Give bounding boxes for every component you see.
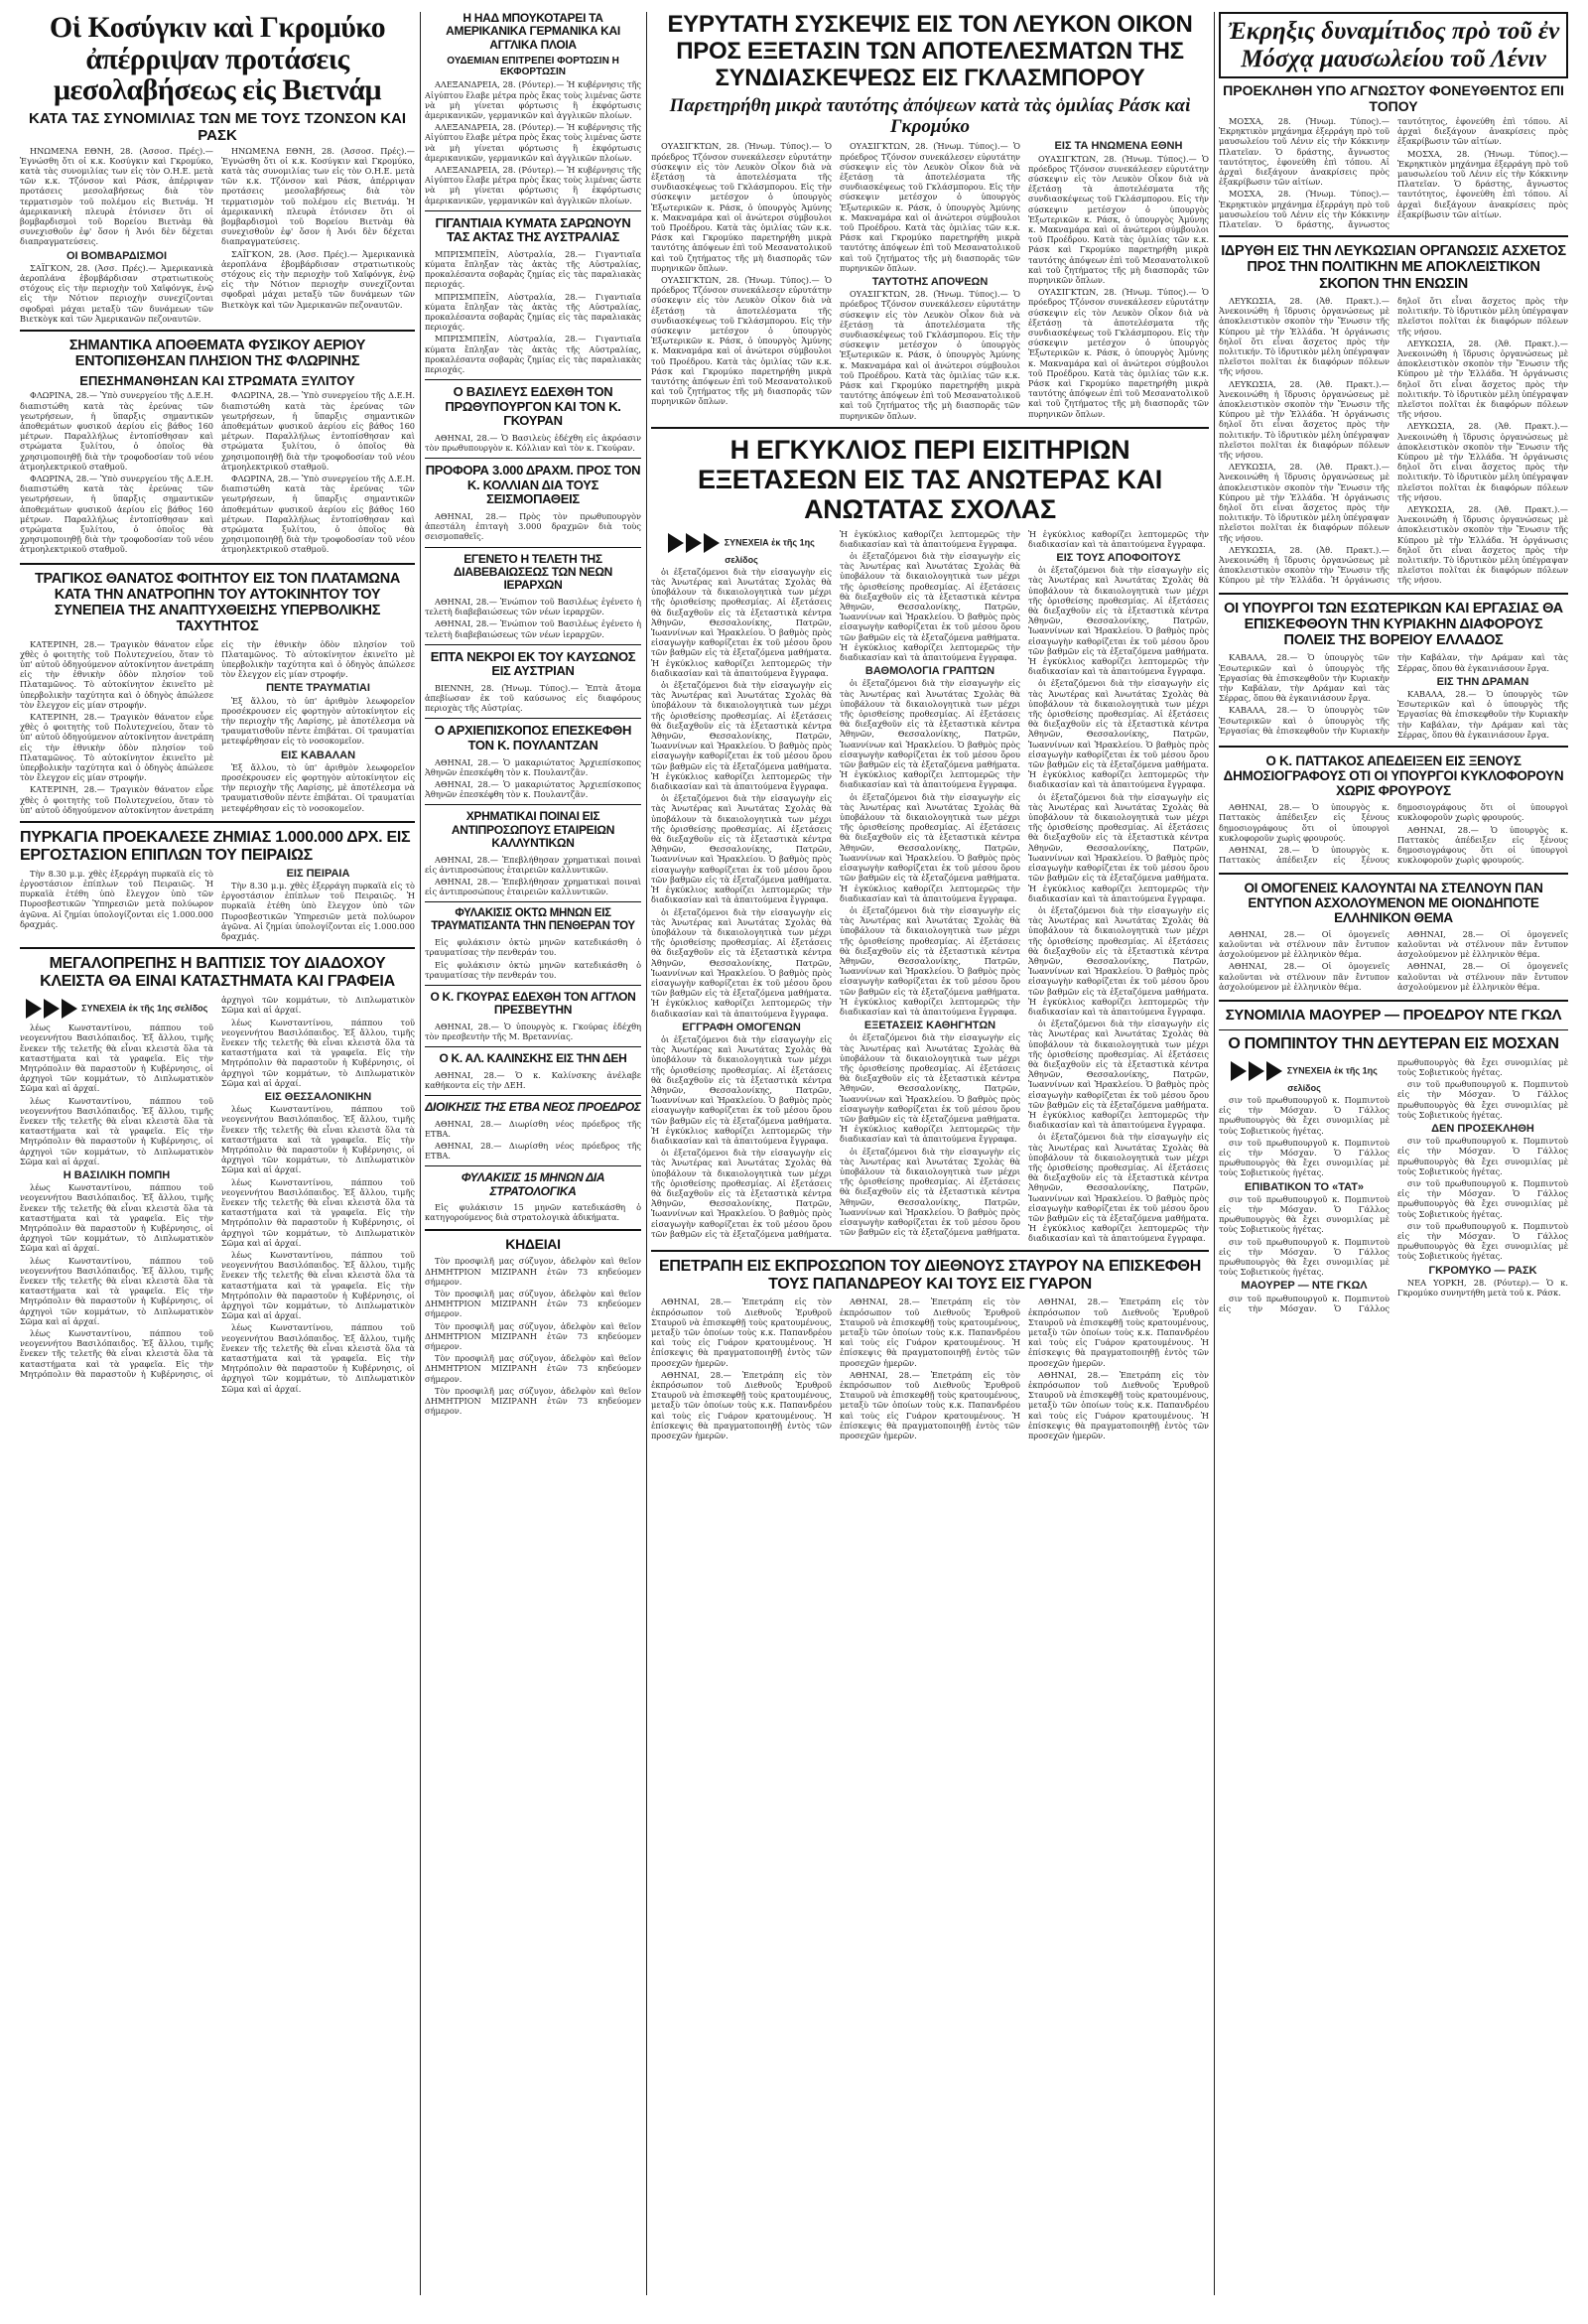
headline-white-house: ΕΥΡΥΤΑΤΗ ΣΥΣΚΕΨΙΣ ΕΙΣ ΤΟΝ ΛΕΥΚΟΝ ΟΙΚΟΝ ΠΡΟΣ ΕΞΕΤΑΣΙΝ ΤΩΝ ΑΠΟΤΕΛΕΣΜΑΤΩΝ ΤΗΣ ΣΥΝΔΙΑΣΚΕΨΕΩΣ ΕΙΣ ΓΚΛΑΣΜΠΟΡΟΥ xyxy=(667,12,1193,91)
headline-heatwave: ΕΠΤΑ ΝΕΚΡΟΙ ΕΚ ΤΟΥ ΚΑΥΣΩΝΟΣ ΕΙΣ ΑΥΣΤΡΙΑΝ xyxy=(430,648,636,679)
article-pattakos: ΑΘΗΝΑΙ, 28.— Ὁ ὑπουργὸς κ. Παττακὸς ἀπέδειξεν εἰς ξένους δημοσιογράφους ὅτι οἱ ὑπουργοὶ κυκλοφοροῦν χωρὶς φρουρούς. ΑΘΗΝΑΙ, 28.— Ὁ ὑπουργὸς κ. Παττακὸς ἀπέδειξεν εἰς ξένους δημοσιογράφους ὅτι οἱ ὑπουργοὶ κυκλοφοροῦν χωρὶς φρουρούς. ΑΘΗΝΑΙ, 28.— Ὁ ὑπουργὸς κ. Παττακὸς ἀπέδειξεν εἰς ξένους δημοσιογράφους ὅτι οἱ ὑπουργοὶ κυκλοφοροῦν χωρὶς φρουρούς. xyxy=(1219,802,1568,866)
article-archbishop: ΑΘΗΝΑΙ, 28.— Ὁ μακαριώτατος Ἀρχιεπίσκοπος Ἀθηνῶν ἐπεσκέφθη τὸν κ. Πουλαντζᾶν. ΑΘΗΝΑΙ, 28.— Ὁ μακαριώτατος Ἀρχιεπίσκοπος Ἀθηνῶν ἐπεσκέφθη τὸν κ. Πουλαντζᾶν. xyxy=(425,756,641,800)
headline-fire: ΠΥΡΚΑΓΙΑ ΠΡΟΕΚΑΛΕΣΕ ΖΗΜΙΑΣ 1.000.000 ΔΡΧ. ΕΙΣ ΕΡΓΟΣΤΑΣΙΟΝ ΕΠΙΠΛΩΝ ΤΟΥ ΠΕΙΡΑΙΩΣ xyxy=(20,829,411,864)
headline-archbishop: Ο ΑΡΧΙΕΠΙΣΚΟΠΟΣ ΕΠΕΣΚΕΦΘΗ ΤΟΝ Κ. ΠΟΥΛΑΝΤΖΑΝ xyxy=(434,723,632,752)
article-pompidou: ΣΥΝΕΧΕΙΑ ἐκ τῆς 1ης σελίδος σιν τοῦ πρωθυπουργοῦ κ. Πομπιντοὺ εἰς τὴν Μόσχαν. Ὁ Γάλλος πρωθυπουργὸς θὰ ἔχει συνομιλίας μὲ τοὺς Σοβιετικοὺς ἡγέτας. σιν τοῦ πρωθυπουργοῦ κ. Πομπιντοὺ εἰς τὴν Μόσχαν. Ὁ Γάλλος πρωθυπουργὸς θὰ ἔχει συνομιλίας μὲ τοὺς Σοβιετικοὺς ἡγέτας. ΕΠΙΒΑΤΙΚΟΝ ΤΟ «ΤΑΤ» σιν τοῦ πρωθυπουργοῦ κ. Πομπιντοὺ εἰς τὴν Μόσχαν. Ὁ Γάλλος πρωθυπουργὸς θὰ ἔχει συνομιλίας μὲ τοὺς Σοβιετικοὺς ἡγέτας. σιν τοῦ πρωθυπουργοῦ κ. Πομπιντοὺ εἰς τὴν Μόσχαν. Ὁ Γάλλος πρωθυπουργὸς θὰ ἔχει συνομιλίας μὲ τοὺς Σοβιετικοὺς ἡγέτας. ΜΑΟΥΡΕΡ — ΝΤΕ ΓΚΩΛ σιν τοῦ πρωθυπουργοῦ κ. Πομπιντοὺ εἰς τὴν Μόσχαν. Ὁ Γάλλος πρωθυπουργὸς θὰ ἔχει συνομιλίας μὲ τοὺς Σοβιετικοὺς ἡγέτας. σιν τοῦ πρωθυπουργοῦ κ. Πομπιντοὺ εἰς τὴν Μόσχαν. Ὁ Γάλλος πρωθυπουργὸς θὰ ἔχει συνομιλίας μὲ τοὺς Σοβιετικοὺς ἡγέτας. ΔΕΝ ΠΡΟΣΕΚΛΗΘΗ σιν τοῦ πρωθυπουργοῦ κ. Πομπιντοὺ εἰς τὴν Μόσχαν. Ὁ Γάλλος πρωθυπουργὸς θὰ ἔχει συνομιλίας μὲ τοὺς Σοβιετικοὺς ἡγέτας. σιν τοῦ πρωθυπουργοῦ κ. Πομπιντοὺ εἰς τὴν Μόσχαν. Ὁ Γάλλος πρωθυπουργὸς θὰ ἔχει συνομιλίας μὲ τοὺς Σοβιετικοὺς ἡγέτας. σιν τοῦ πρωθυπουργοῦ κ. Πομπιντοὺ εἰς τὴν Μόσχαν. Ὁ Γάλλος πρωθυπουργὸς θὰ ἔχει συνομιλίας μὲ τοὺς Σοβιετικοὺς ἡγέτας. ΓΚΡΟΜΥΚΟ — ΡΑΣΚ ΝΕΑ ΥΟΡΚΗ, 28. (Ρόυτερ).— Ὁ κ. Γκρομύκο συνηντήθη μετὰ τοῦ κ. Ράσκ. xyxy=(1219,1056,1568,1313)
headline-uar: Η ΗΑΔ ΜΠΟΥΚΟΤΑΡΕΙ ΤΑ ΑΜΕΡΙΚΑΝΙΚΑ ΓΕΡΜΑΝΙΚΑ ΚΑΙ ΑΓΓΛΙΚΑ ΠΛΟΙΑ xyxy=(446,12,620,52)
headline-gas: ΣΗΜΑΝΤΙΚΑ ΑΠΟΘΕΜΑΤΑ ΦΥΣΙΚΟΥ ΑΕΡΙΟΥ ΕΝΤΟΠΙΣΘΗΣΑΝ ΠΛΗΣΙΟΝ ΤΗΣ ΦΛΩΡΙΝΗΣ xyxy=(68,337,366,370)
headline-mausoleum: Ἐκρηξις δυναμίτιδος πρὸ τοῦ ἐν Μόσχᾳ μαυσωλείου τοῦ Λένιν xyxy=(1219,12,1568,78)
headline-prison8: ΦΥΛΑΚΙΣΙΣ ΟΚΤΩ ΜΗΝΩΝ ΕΙΣ ΤΡΑΥΜΑΤΙΣΑΝΤΑ ΤΗΝ ΠΕΝΘΕΡΑΝ ΤΟΥ xyxy=(431,907,635,933)
headline-waves: ΓΙΓΑΝΤΙΑΙΑ ΚΥΜΑΤΑ ΣΑΡΩΝΟΥΝ ΤΑΣ ΑΚΤΑΣ ΤΗΣ ΑΥΣΤΡΑΛΙΑΣ xyxy=(435,214,631,245)
column-divider xyxy=(420,12,421,2295)
headline-red-cross: ΕΠΕΤΡΑΠΗ ΕΙΣ ΕΚΠΡΟΣΩΠΟΝ ΤΟΥ ΔΙΕΘΝΟΥΣ ΣΤΑΥΡΟΥ ΝΑ ΕΠΙΣΚΕΦΘΗ ΤΟΥΣ ΠΑΠΑΝΔΡΕΟΥ ΚΑΙ ΤΟΥΣ ΕΙΣ ΓΥΑΡΟΝ xyxy=(659,1257,1201,1293)
article-gouras: ΑΘΗΝΑΙ, 28.— Ὁ ὑπουργὸς κ. Γκούρας ἐδέχθη τὸν πρεσβευτὴν τῆς Μ. Βρεταννίας. xyxy=(425,1021,641,1042)
column-2: Η ΗΑΔ ΜΠΟΥΚΟΤΑΡΕΙ ΤΑ ΑΜΕΡΙΚΑΝΙΚΑ ΓΕΡΜΑΝΙΚΑ ΚΑΙ ΑΓΓΛΙΚΑ ΠΛΟΙΑ ΟΥΔΕΜΙΑΝ ΕΠΙΤΡΕΠΕΙ ΦΟΡΤΩΣΙΝ Η ΕΚΦΟΡΤΩΣΙΝ ΑΛΕΞΑΝΔΡΕΙΑ, 28. (Ρόυτερ).— Ἡ κυβέρνησις τῆς Αἰγύπτου ἔλαβε μέτρα πρὸς ἔκας τοὺς λιμένας ὥστε νὰ μὴ γίνεται φόρτωσις ἢ ἐκφόρτωσις ἀμερικανικῶν, γερμανικῶν καὶ ἀγγλικῶν πλοίων. ΑΛΕΞΑΝΔΡΕΙΑ, 28. (Ρόυτερ).— Ἡ κυβέρνησις τῆς Αἰγύπτου ἔλαβε μέτρα πρὸς ἔκας τοὺς λιμένας ὥστε νὰ μὴ γίνεται φόρτωσις ἢ ἐκφόρτωσις ἀμερικανικῶν, γερμανικῶν καὶ ἀγγλικῶν πλοίων. ΑΛΕΞΑΝΔΡΕΙΑ, 28. (Ρόυτερ).— Ἡ κυβέρνησις τῆς Αἰγύπτου ἔλαβε μέτρα πρὸς ἔκας τοὺς λιμένας ὥστε νὰ μὴ γίνεται φόρτωσις ἢ ἐκφόρτωσις ἀμερικανικῶν, γερμανικῶν καὶ ἀγγλικῶν πλοίων. ΓΙΓΑΝΤΙΑΙΑ ΚΥΜΑΤΑ ΣΑΡΩΝΟΥΝ ΤΑΣ ΑΚΤΑΣ ΤΗΣ ΑΥΣΤΡΑΛΙΑΣ ΜΠΡΙΣΜΠΕΪΝ, Αὐστραλία, 28.— Γιγαντιαῖα κύματα ἔπληξαν τὰς ἀκτὰς τῆς Αὐστραλίας, προκαλέσαντα σοβαρὰς ζημίας εἰς τὰς παραλιακὰς περιοχάς. ΜΠΡΙΣΜΠΕΪΝ, Αὐστραλία, 28.— Γιγαντιαῖα κύματα ἔπληξαν τὰς ἀκτὰς τῆς Αὐστραλίας, προκαλέσαντα σοβαρὰς ζημίας εἰς τὰς παραλιακὰς περιοχάς. ΜΠΡΙΣΜΠΕΪΝ, Αὐστραλία, 28.— Γιγαντιαῖα κύματα ἔπληξαν τὰς ἀκτὰς τῆς Αὐστραλίας, προκαλέσαντα σοβαρὰς ζημίας εἰς τὰς παραλιακὰς περιοχάς. Ο ΒΑΣΙΛΕΥΣ ΕΔΕΧΘΗ ΤΟΝ ΠΡΩΘΥΠΟΥΡΓΟΝ ΚΑΙ ΤΟΝ Κ. ΓΚΟΥΡΑΝ ΑΘΗΝΑΙ, 28.— Ὁ Βασιλεὺς ἐδέχθη εἰς ἀκρόασιν τὸν πρωθυπουργὸν κ. Κόλλιαν καὶ τὸν κ. Γκούραν. ΠΡΟΦΟΡΑ 3.000 ΔΡΑΧΜ. ΠΡΟΣ ΤΟΝ Κ. ΚΟΛΛΙΑΝ ΔΙΑ ΤΟΥΣ ΣΕΙΣΜΟΠΑΘΕΙΣ ΑΘΗΝΑΙ, 28.— Πρὸς τὸν πρωθυπουργὸν ἀπεστάλη ἐπιταγὴ 3.000 δραχμῶν διὰ τοὺς σεισμοπαθεῖς. ΕΓΕΝΕΤΟ Η ΤΕΛΕΤΗ ΤΗΣ ΔΙΑΒΕΒΑΙΩΣΕΩΣ ΤΩΝ ΝΕΩΝ ΙΕΡΑΡΧΩΝ ΑΘΗΝΑΙ, 28.— Ἐνώπιον τοῦ Βασιλέως ἐγένετο ἡ τελετὴ διαβεβαιώσεως τῶν νέων ἱεραρχῶν. ΑΘΗΝΑΙ, 28.— Ἐνώπιον τοῦ Βασιλέως ἐγένετο ἡ τελετὴ διαβεβαιώσεως τῶν νέων ἱεραρχῶν. ΕΠΤΑ ΝΕΚΡΟΙ ΕΚ ΤΟΥ ΚΑΥΣΩΝΟΣ ΕΙΣ ΑΥΣΤΡΙΑΝ ΒΙΕΝΝΗ, 28. (Ἡνωμ. Τύπος).— Ἑπτὰ ἄτομα ἀπεβίωσαν ἐκ τοῦ καύσωνος εἰς διαφόρους περιοχὰς τῆς Αὐστρίας. Ο ΑΡΧΙΕΠΙΣΚΟΠΟΣ ΕΠΕΣΚΕΦΘΗ ΤΟΝ Κ. ΠΟΥΛΑΝΤΖΑΝ ΑΘΗΝΑΙ, 28.— Ὁ μακαριώτατος Ἀρχιεπίσκοπος Ἀθηνῶν ἐπεσκέφθη τὸν κ. Πουλαντζᾶν. ΑΘΗΝΑΙ, 28.— Ὁ μακαριώτατος Ἀρχιεπίσκοπος Ἀθηνῶν ἐπεσκέφθη τὸν κ. Πουλαντζᾶν. ΧΡΗΜΑΤΙΚΑΙ ΠΟΙΝΑΙ ΕΙΣ ΑΝΤΙΠΡΟΣΩΠΟΥΣ ΕΤΑΙΡΕΙΩΝ ΚΑΛΛΥΝΤΙΚΩΝ ΑΘΗΝΑΙ, 28.— Ἐπεβλήθησαν χρηματικαὶ ποιναὶ εἰς ἀντιπροσώπους ἑταιρειῶν καλλυντικῶν. ΑΘΗΝΑΙ, 28.— Ἐπεβλήθησαν χρηματικαὶ ποιναὶ εἰς ἀντιπροσώπους ἑταιρειῶν καλλυντικῶν. ΦΥΛΑΚΙΣΙΣ ΟΚΤΩ ΜΗΝΩΝ ΕΙΣ ΤΡΑΥΜΑΤΙΣΑΝΤΑ ΤΗΝ ΠΕΝΘΕΡΑΝ ΤΟΥ Εἰς φυλάκισιν ὀκτὼ μηνῶν κατεδικάσθη ὁ τραυματίσας τὴν πενθεράν του. Εἰς φυλάκισιν ὀκτὼ μηνῶν κατεδικάσθη ὁ τραυματίσας τὴν πενθεράν του. Ο Κ. ΓΚΟΥΡΑΣ ΕΔΕΧΘΗ ΤΟΝ ΑΓΓΛΟΝ ΠΡΕΣΒΕΥΤΗΝ ΑΘΗΝΑΙ, 28.— Ὁ ὑπουργὸς κ. Γκούρας ἐδέχθη τὸν πρεσβευτὴν τῆς Μ. Βρεταννίας. Ο Κ. ΑΛ. ΚΑΛΙΝΣΚΗΣ ΕΙΣ ΤΗΝ ΔΕΗ ΑΘΗΝΑΙ, 28.— Ὁ κ. Καλίνσκης ἀνέλαβε καθήκοντα εἰς τὴν ΔΕΗ. ΔΙΟΙΚΗΣΙΣ ΤΗΣ ΕΤΒΑ ΝΕΟΣ ΠΡΟΕΔΡΟΣ ΑΘΗΝΑΙ, 28.— Διωρίσθη νέος πρόεδρος τῆς ΕΤΒΑ. ΑΘΗΝΑΙ, 28.— Διωρίσθη νέος πρόεδρος τῆς ΕΤΒΑ. ΦΥΛΑΚΙΣΙΣ 15 ΜΗΝΩΝ ΔΙΑ ΣΤΡΑΤΟΛΟΓΙΚΑ Εἰς φυλάκισιν 15 μηνῶν κατεδικάσθη ὁ κατηγορούμενος διὰ στρατολογικὰ ἀδικήματα. ΚΗΔΕΙΑΙ Τὸν προσφιλῆ μας σύζυγον, ἀδελφὸν καὶ θεῖον ΔΗΜΗΤΡΙΟΝ ΜΙΖΙΡΑΝΗ ἐτῶν 73 κηδεύομεν σήμερον. Τὸν προσφιλῆ μας σύζυγον, ἀδελφὸν καὶ θεῖον ΔΗΜΗΤΡΙΟΝ ΜΙΖΙΡΑΝΗ ἐτῶν 73 κηδεύομεν σήμερον. Τὸν προσφιλῆ μας σύζυγον, ἀδελφὸν καὶ θεῖον ΔΗΜΗΤΡΙΟΝ ΜΙΖΙΡΑΝΗ ἐτῶν 73 κηδεύομεν σήμερον. Τὸν προσφιλῆ μας σύζυγον, ἀδελφὸν καὶ θεῖον ΔΗΜΗΤΡΙΟΝ ΜΙΖΙΡΑΝΗ ἐτῶν 73 κηδεύομεν σήμερον. Τὸν προσφιλῆ μας σύζυγον, ἀδελφὸν καὶ θεῖον ΔΗΜΗΤΡΙΟΝ ΜΙΖΙΡΑΝΗ ἐτῶν 73 κηδεύομεν σήμερον. xyxy=(425,12,641,1417)
article-nicosia: ΛΕΥΚΩΣΙΑ, 28. (Ἀθ. Πρακτ.).— Ἀνεκοινώθη ἡ ἵδρυσις ὀργανώσεως μὲ ἀποκλειστικὸν σκοπὸν τὴν Ἕνωσιν τῆς Κύπρου μὲ τὴν Ἑλλάδα. Ἡ ὀργάνωσις δηλοῖ ὅτι εἶναι ἄσχετος πρὸς τὴν πολιτικήν. Τὸ ἱδρυτικὸν μέλη ὑπέγραψαν πλεῖστοι πολῖται ἐκ διαφόρων πόλεων τῆς νήσου. ΛΕΥΚΩΣΙΑ, 28. (Ἀθ. Πρακτ.).— Ἀνεκοινώθη ἡ ἵδρυσις ὀργανώσεως μὲ ἀποκλειστικὸν σκοπὸν τὴν Ἕνωσιν τῆς Κύπρου μὲ τὴν Ἑλλάδα. Ἡ ὀργάνωσις δηλοῖ ὅτι εἶναι ἄσχετος πρὸς τὴν πολιτικήν. Τὸ ἱδρυτικὸν μέλη ὑπέγραψαν πλεῖστοι πολῖται ἐκ διαφόρων πόλεων τῆς νήσου. ΛΕΥΚΩΣΙΑ, 28. (Ἀθ. Πρακτ.).— Ἀνεκοινώθη ἡ ἵδρυσις ὀργανώσεως μὲ ἀποκλειστικὸν σκοπὸν τὴν Ἕνωσιν τῆς Κύπρου μὲ τὴν Ἑλλάδα. Ἡ ὀργάνωσις δηλοῖ ὅτι εἶναι ἄσχετος πρὸς τὴν πολιτικήν. Τὸ ἱδρυτικὸν μέλη ὑπέγραψαν πλεῖστοι πολῖται ἐκ διαφόρων πόλεων τῆς νήσου. ΛΕΥΚΩΣΙΑ, 28. (Ἀθ. Πρακτ.).— Ἀνεκοινώθη ἡ ἵδρυσις ὀργανώσεως μὲ ἀποκλειστικὸν σκοπὸν τὴν Ἕνωσιν τῆς Κύπρου μὲ τὴν Ἑλλάδα. Ἡ ὀργάνωσις δηλοῖ ὅτι εἶναι ἄσχετος πρὸς τὴν πολιτικήν. Τὸ ἱδρυτικὸν μέλη ὑπέγραψαν πλεῖστοι πολῖται ἐκ διαφόρων πόλεων τῆς νήσου. ΛΕΥΚΩΣΙΑ, 28. (Ἀθ. Πρακτ.).— Ἀνεκοινώθη ἡ ἵδρυσις ὀργανώσεως μὲ ἀποκλειστικὸν σκοπὸν τὴν Ἕνωσιν τῆς Κύπρου μὲ τὴν Ἑλλάδα. Ἡ ὀργάνωσις δηλοῖ ὅτι εἶναι ἄσχετος πρὸς τὴν πολιτικήν. Τὸ ἱδρυτικὸν μέλη ὑπέγραψαν πλεῖστοι πολῖται ἐκ διαφόρων πόλεων τῆς νήσου. ΛΕΥΚΩΣΙΑ, 28. (Ἀθ. Πρακτ.).— Ἀνεκοινώθη ἡ ἵδρυσις ὀργανώσεως μὲ ἀποκλειστικὸν σκοπὸν τὴν Ἕνωσιν τῆς Κύπρου μὲ τὴν Ἑλλάδα. Ἡ ὀργάνωσις δηλοῖ ὅτι εἶναι ἄσχετος πρὸς τὴν πολιτικήν. Τὸ ἱδρυτικὸν μέλη ὑπέγραψαν πλεῖστοι πολῖται ἐκ διαφόρων πόλεων τῆς νήσου. ΛΕΥΚΩΣΙΑ, 28. (Ἀθ. Πρακτ.).— Ἀνεκοινώθη ἡ ἵδρυσις ὀργανώσεως μὲ ἀποκλειστικὸν σκοπὸν τὴν Ἕνωσιν τῆς Κύπρου μὲ τὴν Ἑλλάδα. Ἡ ὀργάνωσις δηλοῖ ὅτι εἶναι ἄσχετος πρὸς τὴν πολιτικήν. Τὸ ἱδρυτικὸν μέλη ὑπέγραψαν πλεῖστοι πολῖται ἐκ διαφόρων πόλεων τῆς νήσου. xyxy=(1219,295,1568,586)
subhead-mausoleum: ΠΡΟΕΚΛΗΘΗ ΥΠΟ ΑΓΝΩΣΤΟΥ ΦΟΝΕΥΘΕΝΤΟΣ ΕΠΙ ΤΟΠΟΥ xyxy=(1223,82,1564,114)
article-gas: ΦΛΩΡΙΝΑ, 28.— Ὑπὸ συνεργείου τῆς Δ.Ε.Η. διαπιστώθη κατὰ τὰς ἐρεύνας τῶν γεωτρήσεων, ἡ ὕπαρξις σημαντικῶν ἀποθεμάτων φυσικοῦ ἀερίου εἰς βάθος 160 μέτρων. Παραλλήλως ἐντοπίσθησαν καὶ στρώματα ξυλίτου, ὁ ὁποῖος θὰ χρησιμοποιηθῇ διὰ τὴν τροφοδοσίαν τοῦ νέου ἀτμοηλεκτρικοῦ σταθμοῦ. ΦΛΩΡΙΝΑ, 28.— Ὑπὸ συνεργείου τῆς Δ.Ε.Η. διαπιστώθη κατὰ τὰς ἐρεύνας τῶν γεωτρήσεων, ἡ ὕπαρξις σημαντικῶν ἀποθεμάτων φυσικοῦ ἀερίου εἰς βάθος 160 μέτρων. Παραλλήλως ἐντοπίσθησαν καὶ στρώματα ξυλίτου, ὁ ὁποῖος θὰ χρησιμοποιηθῇ διὰ τὴν τροφοδοσίαν τοῦ νέου ἀτμοηλεκτρικοῦ σταθμοῦ. ΦΛΩΡΙΝΑ, 28.— Ὑπὸ συνεργείου τῆς Δ.Ε.Η. διαπιστώθη κατὰ τὰς ἐρεύνας τῶν γεωτρήσεων, ἡ ὕπαρξις σημαντικῶν ἀποθεμάτων φυσικοῦ ἀερίου εἰς βάθος 160 μέτρων. Παραλλήλως ἐντοπίσθησαν καὶ στρώματα ξυλίτου, ὁ ὁποῖος θὰ χρησιμοποιηθῇ διὰ τὴν τροφοδοσίαν τοῦ νέου ἀτμοηλεκτρικοῦ σταθμοῦ. ΦΛΩΡΙΝΑ, 28.— Ὑπὸ συνεργείου τῆς Δ.Ε.Η. διαπιστώθη κατὰ τὰς ἐρεύνας τῶν γεωτρήσεων, ἡ ὕπαρξις σημαντικῶν ἀποθεμάτων φυσικοῦ ἀερίου εἰς βάθος 160 μέτρων. Παραλλήλως ἐντοπίσθησαν καὶ στρώματα ξυλίτου, ὁ ὁποῖος θὰ χρησιμοποιηθῇ διὰ τὴν τροφοδοσίαν τοῦ νέου ἀτμοηλεκτρικοῦ σταθμοῦ. xyxy=(20,390,415,555)
headline-pompidou: Ο ΠΟΜΠΙΝΤΟΥ ΤΗΝ ΔΕΥΤΕΡΑΝ ΕΙΣ ΜΟΣΧΑΝ xyxy=(1228,1034,1559,1052)
article-donation: ΑΘΗΝΑΙ, 28.— Πρὸς τὸν πρωθυπουργὸν ἀπεστάλη ἐπιταγὴ 3.000 δραχμῶν διὰ τοὺς σεισμοπαθεῖς. xyxy=(425,510,641,542)
headline-fines: ΧΡΗΜΑΤΙΚΑΙ ΠΟΙΝΑΙ ΕΙΣ ΑΝΤΙΠΡΟΣΩΠΟΥΣ ΕΤΑΙΡΕΙΩΝ ΚΑΛΛΥΝΤΙΚΩΝ xyxy=(451,809,615,851)
article-prison15: Εἰς φυλάκισιν 15 μηνῶν κατεδικάσθη ὁ κατηγορούμενος διὰ στρατολογικὰ ἀδικήματα. xyxy=(425,1202,641,1223)
continued-arrows-icon xyxy=(26,997,79,1021)
article-kosygin: ΗΝΩΜΕΝΑ ΕΘΝΗ, 28. (Ἀσσοσ. Πρές).— Ἐγνώσθη ὅτι οἱ κ.κ. Κοσύγκιν καὶ Γκρομύκο, κατὰ τὰς συνομιλίας των εἰς τὸν Ο.Η.Ε. μετὰ τῶν κ.κ. Τζόνσον καὶ Ράσκ, ἀπέρριψαν προτάσεις μεσολαβήσεως διὰ τὸν τερματισμὸν τοῦ πολέμου εἰς Βιετνάμ. Ἡ ἀμερικανικὴ πλευρὰ ἐτόνισεν ὅτι οἱ βομβαρδισμοὶ τοῦ Βορείου Βιετνὰμ θὰ συνεχισθοῦν ἐφ' ὅσον ἡ Ἀνόι δὲν δέχεται διαπραγματεύσεις. ΟΙ ΒΟΜΒΑΡΔΙΣΜΟΙ ΣΑΪΓΚΟΝ, 28. (Ἀσσ. Πρές).— Ἀμερικανικὰ ἀεροπλάνα ἐβομβάρδισαν στρατιωτικοὺς στόχους εἰς τὴν περιοχὴν τοῦ Χαϊφόνγκ, ἐνῷ εἰς τὴν Νότιον περιοχὴν συνεχίζονται σφοδραὶ μάχαι μεταξὺ τῶν δυνάμεων τῶν Βιετκὸγκ καὶ τῶν Ἀμερικανῶν πεζοναυτῶν. ΗΝΩΜΕΝΑ ΕΘΝΗ, 28. (Ἀσσοσ. Πρές).— Ἐγνώσθη ὅτι οἱ κ.κ. Κοσύγκιν καὶ Γκρομύκο, κατὰ τὰς συνομιλίας των εἰς τὸν Ο.Η.Ε. μετὰ τῶν κ.κ. Τζόνσον καὶ Ράσκ, ἀπέρριψαν προτάσεις μεσολαβήσεως διὰ τὸν τερματισμὸν τοῦ πολέμου εἰς Βιετνάμ. Ἡ ἀμερικανικὴ πλευρὰ ἐτόνισεν ὅτι οἱ βομβαρδισμοὶ τοῦ Βορείου Βιετνὰμ θὰ συνεχισθοῦν ἐφ' ὅσον ἡ Ἀνόι δὲν δέχεται διαπραγματεύσεις. ΣΑΪΓΚΟΝ, 28. (Ἀσσ. Πρές).— Ἀμερικανικὰ ἀεροπλάνα ἐβομβάρδισαν στρατιωτικοὺς στόχους εἰς τὴν περιοχὴν τοῦ Χαϊφόνγκ, ἐνῷ εἰς τὴν Νότιον περιοχὴν συνεχίζονται σφοδραὶ μάχαι μεταξὺ τῶν δυνάμεων τῶν Βιετκὸγκ καὶ τῶν Ἀμερικανῶν πεζοναυτῶν. xyxy=(20,145,415,324)
headline-baptism: ΜΕΓΑΛΟΠΡΕΠΗΣ Η ΒΑΠΤΙΣΙΣ ΤΟΥ ΔΙΑΔΟΧΟΥ ΚΛΕΙΣΤΑ ΘΑ ΕΙΝΑΙ ΚΑΤΑΣΤΗΜΑΤΑ ΚΑΙ ΓΡΑΦΕΙΑ xyxy=(40,955,395,991)
headline-diaspora: ΟΙ ΟΜΟΓΕΝΕΙΣ ΚΑΛΟΥΝΤΑΙ ΝΑ ΣΤΕΛΝΟΥΝ ΠΑΝ ΕΝΤΥΠΟΝ ΑΣΧΟΛΟΥΜΕΝΟΝ ΜΕ ΟΙΟΝΔΗΠΟΤΕ ΕΛΛΗΝΙΚΟΝ ΘΕΜΑ xyxy=(1244,880,1543,925)
article-exams: ΣΥΝΕΧΕΙΑ ἐκ τῆς 1ης σελίδος ὁι ἐξεταζόμενοι διὰ τὴν εἰσαγωγὴν εἰς τὰς Ἀνωτέρας καὶ Ἀνωτάτας Σχολὰς θὰ ὑποβάλουν τὰ δικαιολογητικὰ των μέχρι τῆς ὁρισθείσης προθεσμίας. Αἱ ἐξετάσεις θὰ διεξαχθοῦν εἰς τὰ ἐξεταστικὰ κέντρα Ἀθηνῶν, Θεσσαλονίκης, Πατρῶν, Ἰωαννίνων καὶ Ἡρακλείου. Ὁ βαθμὸς πρὸς εἰσαγωγὴν καθορίζεται ἐκ τοῦ μέσου ὅρου τῶν βαθμῶν εἰς τὰ ἐξεταζόμενα μαθήματα. Ἡ ἐγκύκλιος καθορίζει λεπτομερῶς τὴν διαδικασίαν καὶ τὰ ἀπαιτούμενα ἔγγραφα. ὁι ἐξεταζόμενοι διὰ τὴν εἰσαγωγὴν εἰς τὰς Ἀνωτέρας καὶ Ἀνωτάτας Σχολὰς θὰ ὑποβάλουν τὰ δικαιολογητικὰ των μέχρι τῆς ὁρισθείσης προθεσμίας. Αἱ ἐξετάσεις θὰ διεξαχθοῦν εἰς τὰ ἐξεταστικὰ κέντρα Ἀθηνῶν, Θεσσαλονίκης, Πατρῶν, Ἰωαννίνων καὶ Ἡρακλείου. Ὁ βαθμὸς πρὸς εἰσαγωγὴν καθορίζεται ἐκ τοῦ μέσου ὅρου τῶν βαθμῶν εἰς τὰ ἐξεταζόμενα μαθήματα. Ἡ ἐγκύκλιος καθορίζει λεπτομερῶς τὴν διαδικασίαν καὶ τὰ ἀπαιτούμενα ἔγγραφα. ὁι ἐξεταζόμενοι διὰ τὴν εἰσαγωγὴν εἰς τὰς Ἀνωτέρας καὶ Ἀνωτάτας Σχολὰς θὰ ὑποβάλουν τὰ δικαιολογητικὰ των μέχρι τῆς ὁρισθείσης προθεσμίας. Αἱ ἐξετάσεις θὰ διεξαχθοῦν εἰς τὰ ἐξεταστικὰ κέντρα Ἀθηνῶν, Θεσσαλονίκης, Πατρῶν, Ἰωαννίνων καὶ Ἡρακλείου. Ὁ βαθμὸς πρὸς εἰσαγωγὴν καθορίζεται ἐκ τοῦ μέσου ὅρου τῶν βαθμῶν εἰς τὰ ἐξεταζόμενα μαθήματα. Ἡ ἐγκύκλιος καθορίζει λεπτομερῶς τὴν διαδικασίαν καὶ τὰ ἀπαιτούμενα ἔγγραφα. ὁι ἐξεταζόμενοι διὰ τὴν εἰσαγωγὴν εἰς τὰς Ἀνωτέρας καὶ Ἀνωτάτας Σχολὰς θὰ ὑποβάλουν τὰ δικαιολογητικὰ των μέχρι τῆς ὁρισθείσης προθεσμίας. Αἱ ἐξετάσεις θὰ διεξαχθοῦν εἰς τὰ ἐξεταστικὰ κέντρα Ἀθηνῶν, Θεσσαλονίκης, Πατρῶν, Ἰωαννίνων καὶ Ἡρακλείου. Ὁ βαθμὸς πρὸς εἰσαγωγὴν καθορίζεται ἐκ τοῦ μέσου ὅρου τῶν βαθμῶν εἰς τὰ ἐξεταζόμενα μαθήματα. Ἡ ἐγκύκλιος καθορίζει λεπτομερῶς τὴν διαδικασίαν καὶ τὰ ἀπαιτούμενα ἔγγραφα. ΕΓΓΡΑΦΗ ΟΜΟΓΕΝΩΝ ὁι ἐξεταζόμενοι διὰ τὴν εἰσαγωγὴν εἰς τὰς Ἀνωτέρας καὶ Ἀνωτάτας Σχολὰς θὰ ὑποβάλουν τὰ δικαιολογητικὰ των μέχρι τῆς ὁρισθείσης προθεσμίας. Αἱ ἐξετάσεις θὰ διεξαχθοῦν εἰς τὰ ἐξεταστικὰ κέντρα Ἀθηνῶν, Θεσσαλονίκης, Πατρῶν, Ἰωαννίνων καὶ Ἡρακλείου. Ὁ βαθμὸς πρὸς εἰσαγωγὴν καθορίζεται ἐκ τοῦ μέσου ὅρου τῶν βαθμῶν εἰς τὰ ἐξεταζόμενα μαθήματα. Ἡ ἐγκύκλιος καθορίζει λεπτομερῶς τὴν διαδικασίαν καὶ τὰ ἀπαιτούμενα ἔγγραφα. ὁι ἐξεταζόμενοι διὰ τὴν εἰσαγωγὴν εἰς τὰς Ἀνωτέρας καὶ Ἀνωτάτας Σχολὰς θὰ ὑποβάλουν τὰ δικαιολογητικὰ των μέχρι τῆς ὁρισθείσης προθεσμίας. Αἱ ἐξετάσεις θὰ διεξαχθοῦν εἰς τὰ ἐξεταστικὰ κέντρα Ἀθηνῶν, Θεσσαλονίκης, Πατρῶν, Ἰωαννίνων καὶ Ἡρακλείου. Ὁ βαθμὸς πρὸς εἰσαγωγὴν καθορίζεται ἐκ τοῦ μέσου ὅρου τῶν βαθμῶν εἰς τὰ ἐξεταζόμενα μαθήματα. Ἡ ἐγκύκλιος καθορίζει λεπτομερῶς τὴν διαδικασίαν καὶ τὰ ἀπαιτούμενα ἔγγραφα. ὁι ἐξεταζόμενοι διὰ τὴν εἰσαγωγὴν εἰς τὰς Ἀνωτέρας καὶ Ἀνωτάτας Σχολὰς θὰ ὑποβάλουν τὰ δικαιολογητικὰ των μέχρι τῆς ὁρισθείσης προθεσμίας. Αἱ ἐξετάσεις θὰ διεξαχθοῦν εἰς τὰ ἐξεταστικὰ κέντρα Ἀθηνῶν, Θεσσαλονίκης, Πατρῶν, Ἰωαννίνων καὶ Ἡρακλείου. Ὁ βαθμὸς πρὸς εἰσαγωγὴν καθορίζεται ἐκ τοῦ μέσου ὅρου τῶν βαθμῶν εἰς τὰ ἐξεταζόμενα μαθήματα. Ἡ ἐγκύκλιος καθορίζει λεπτομερῶς τὴν διαδικασίαν καὶ τὰ ἀπαιτούμενα ἔγγραφα. ΒΑΘΜΟΛΟΓΙΑ ΓΡΑΠΤΩΝ ὁι ἐξεταζόμενοι διὰ τὴν εἰσαγωγὴν εἰς τὰς Ἀνωτέρας καὶ Ἀνωτάτας Σχολὰς θὰ ὑποβάλουν τὰ δικαιολογητικὰ των μέχρι τῆς ὁρισθείσης προθεσμίας. Αἱ ἐξετάσεις θὰ διεξαχθοῦν εἰς τὰ ἐξεταστικὰ κέντρα Ἀθηνῶν, Θεσσαλονίκης, Πατρῶν, Ἰωαννίνων καὶ Ἡρακλείου. Ὁ βαθμὸς πρὸς εἰσαγωγὴν καθορίζεται ἐκ τοῦ μέσου ὅρου τῶν βαθμῶν εἰς τὰ ἐξεταζόμενα μαθήματα. Ἡ ἐγκύκλιος καθορίζει λεπτομερῶς τὴν διαδικασίαν καὶ τὰ ἀπαιτούμενα ἔγγραφα. ὁι ἐξεταζόμενοι διὰ τὴν εἰσαγωγὴν εἰς τὰς Ἀνωτέρας καὶ Ἀνωτάτας Σχολὰς θὰ ὑποβάλουν τὰ δικαιολογητικὰ των μέχρι τῆς ὁρισθείσης προθεσμίας. Αἱ ἐξετάσεις θὰ διεξαχθοῦν εἰς τὰ ἐξεταστικὰ κέντρα Ἀθηνῶν, Θεσσαλονίκης, Πατρῶν, Ἰωαννίνων καὶ Ἡρακλείου. Ὁ βαθμὸς πρὸς εἰσαγωγὴν καθορίζεται ἐκ τοῦ μέσου ὅρου τῶν βαθμῶν εἰς τὰ ἐξεταζόμενα μαθήματα. Ἡ ἐγκύκλιος καθορίζει λεπτομερῶς τὴν διαδικασίαν καὶ τὰ ἀπαιτούμενα ἔγγραφα. ὁι ἐξεταζόμενοι διὰ τὴν εἰσαγωγὴν εἰς τὰς Ἀνωτέρας καὶ Ἀνωτάτας Σχολὰς θὰ ὑποβάλουν τὰ δικαιολογητικὰ των μέχρι τῆς ὁρισθείσης προθεσμίας. Αἱ ἐξετάσεις θὰ διεξαχθοῦν εἰς τὰ ἐξεταστικὰ κέντρα Ἀθηνῶν, Θεσσαλονίκης, Πατρῶν, Ἰωαννίνων καὶ Ἡρακλείου. Ὁ βαθμὸς πρὸς εἰσαγωγὴν καθορίζεται ἐκ τοῦ μέσου ὅρου τῶν βαθμῶν εἰς τὰ ἐξεταζόμενα μαθήματα. Ἡ ἐγκύκλιος καθορίζει λεπτομερῶς τὴν διαδικασίαν καὶ τὰ ἀπαιτούμενα ἔγγραφα. ΕΞΕΤΑΣΕΙΣ ΚΑΘΗΓΗΤΩΝ ὁι ἐξεταζόμενοι διὰ τὴν εἰσαγωγὴν εἰς τὰς Ἀνωτέρας καὶ Ἀνωτάτας Σχολὰς θὰ ὑποβάλουν τὰ δικαιολογητικὰ των μέχρι τῆς ὁρισθείσης προθεσμίας. Αἱ ἐξετάσεις θὰ διεξαχθοῦν εἰς τὰ ἐξεταστικὰ κέντρα Ἀθηνῶν, Θεσσαλονίκης, Πατρῶν, Ἰωαννίνων καὶ Ἡρακλείου. Ὁ βαθμὸς πρὸς εἰσαγωγὴν καθορίζεται ἐκ τοῦ μέσου ὅρου τῶν βαθμῶν εἰς τὰ ἐξεταζόμενα μαθήματα. Ἡ ἐγκύκλιος καθορίζει λεπτομερῶς τὴν διαδικασίαν καὶ τὰ ἀπαιτούμενα ἔγγραφα. ὁι ἐξεταζόμενοι διὰ τὴν εἰσαγωγὴν εἰς τὰς Ἀνωτέρας καὶ Ἀνωτάτας Σχολὰς θὰ ὑποβάλουν τὰ δικαιολογητικὰ των μέχρι τῆς ὁρισθείσης προθεσμίας. Αἱ ἐξετάσεις θὰ διεξαχθοῦν εἰς τὰ ἐξεταστικὰ κέντρα Ἀθηνῶν, Θεσσαλονίκης, Πατρῶν, Ἰωαννίνων καὶ Ἡρακλείου. Ὁ βαθμὸς πρὸς εἰσαγωγὴν καθορίζεται ἐκ τοῦ μέσου ὅρου τῶν βαθμῶν εἰς τὰ ἐξεταζόμενα μαθήματα. Ἡ ἐγκύκλιος καθορίζει λεπτομερῶς τὴν διαδικασίαν καὶ τὰ ἀπαιτούμενα ἔγγραφα. ΕΙΣ ΤΟΥΣ ΑΠΟΦΟΙΤΟΥΣ ὁι ἐξεταζόμενοι διὰ τὴν εἰσαγωγὴν εἰς τὰς Ἀνωτέρας καὶ Ἀνωτάτας Σχολὰς θὰ ὑποβάλουν τὰ δικαιολογητικὰ των μέχρι τῆς ὁρισθείσης προθεσμίας. Αἱ ἐξετάσεις θὰ διεξαχθοῦν εἰς τὰ ἐξεταστικὰ κέντρα Ἀθηνῶν, Θεσσαλονίκης, Πατρῶν, Ἰωαννίνων καὶ Ἡρακλείου. Ὁ βαθμὸς πρὸς εἰσαγωγὴν καθορίζεται ἐκ τοῦ μέσου ὅρου τῶν βαθμῶν εἰς τὰ ἐξεταζόμενα μαθήματα. Ἡ ἐγκύκλιος καθορίζει λεπτομερῶς τὴν διαδικασίαν καὶ τὰ ἀπαιτούμενα ἔγγραφα. ὁι ἐξεταζόμενοι διὰ τὴν εἰσαγωγὴν εἰς τὰς Ἀνωτέρας καὶ Ἀνωτάτας Σχολὰς θὰ ὑποβάλουν τὰ δικαιολογητικὰ των μέχρι τῆς ὁρισθείσης προθεσμίας. Αἱ ἐξετάσεις θὰ διεξαχθοῦν εἰς τὰ ἐξεταστικὰ κέντρα Ἀθηνῶν, Θεσσαλονίκης, Πατρῶν, Ἰωαννίνων καὶ Ἡρακλείου. Ὁ βαθμὸς πρὸς εἰσαγωγὴν καθορίζεται ἐκ τοῦ μέσου ὅρου τῶν βαθμῶν εἰς τὰ ἐξεταζόμενα μαθήματα. Ἡ ἐγκύκλιος καθορίζει λεπτομερῶς τὴν διαδικασίαν καὶ τὰ ἀπαιτούμενα ἔγγραφα. ὁι ἐξεταζόμενοι διὰ τὴν εἰσαγωγὴν εἰς τὰς Ἀνωτέρας καὶ Ἀνωτάτας Σχολὰς θὰ ὑποβάλουν τὰ δικαιολογητικὰ των μέχρι τῆς ὁρισθείσης προθεσμίας. Αἱ ἐξετάσεις θὰ διεξαχθοῦν εἰς τὰ ἐξεταστικὰ κέντρα Ἀθηνῶν, Θεσσαλονίκης, Πατρῶν, Ἰωαννίνων καὶ Ἡρακλείου. Ὁ βαθμὸς πρὸς εἰσαγωγὴν καθορίζεται ἐκ τοῦ μέσου ὅρου τῶν βαθμῶν εἰς τὰ ἐξεταζόμενα μαθήματα. Ἡ ἐγκύκλιος καθορίζει λεπτομερῶς τὴν διαδικασίαν καὶ τὰ ἀπαιτούμενα ἔγγραφα. ὁι ἐξεταζόμενοι διὰ τὴν εἰσαγωγὴν εἰς τὰς Ἀνωτέρας καὶ Ἀνωτάτας Σχολὰς θὰ ὑποβάλουν τὰ δικαιολογητικὰ των μέχρι τῆς ὁρισθείσης προθεσμίας. Αἱ ἐξετάσεις θὰ διεξαχθοῦν εἰς τὰ ἐξεταστικὰ κέντρα Ἀθηνῶν, Θεσσαλονίκης, Πατρῶν, Ἰωαννίνων καὶ Ἡρακλείου. Ὁ βαθμὸς πρὸς εἰσαγωγὴν καθορίζεται ἐκ τοῦ μέσου ὅρου τῶν βαθμῶν εἰς τὰ ἐξεταζόμενα μαθήματα. Ἡ ἐγκύκλιος καθορίζει λεπτομερῶς τὴν διαδικασίαν καὶ τὰ ἀπαιτούμενα ἔγγραφα. ὁι ἐξεταζόμενοι διὰ τὴν εἰσαγωγὴν εἰς τὰς Ἀνωτέρας καὶ Ἀνωτάτας Σχολὰς θὰ ὑποβάλουν τὰ δικαιολογητικὰ των μέχρι τῆς ὁρισθείσης προθεσμίας. Αἱ ἐξετάσεις θὰ διεξαχθοῦν εἰς τὰ ἐξεταστικὰ κέντρα Ἀθηνῶν, Θεσσαλονίκης, Πατρῶν, Ἰωαννίνων καὶ Ἡρακλείου. Ὁ βαθμὸς πρὸς εἰσαγωγὴν καθορίζεται ἐκ τοῦ μέσου ὅρου τῶν βαθμῶν εἰς τὰ ἐξεταζόμενα μαθήματα. Ἡ ἐγκύκλιος καθορίζει λεπτομερῶς τὴν διαδικασίαν καὶ τὰ ἀπαιτούμενα ἔγγραφα. ὁι ἐξεταζόμενοι διὰ τὴν εἰσαγωγὴν εἰς τὰς Ἀνωτέρας καὶ Ἀνωτάτας Σχολὰς θὰ ὑποβάλουν τὰ δικαιολογητικὰ των μέχρι τῆς ὁρισθείσης προθεσμίας. Αἱ ἐξετάσεις θὰ διεξαχθοῦν εἰς τὰ ἐξεταστικὰ κέντρα Ἀθηνῶν, Θεσσαλονίκης, Πατρῶν, Ἰωαννίνων καὶ Ἡρακλείου. Ὁ βαθμὸς πρὸς εἰσαγωγὴν καθορίζεται ἐκ τοῦ μέσου ὅρου τῶν βαθμῶν εἰς τὰ ἐξεταζόμενα μαθήματα. Ἡ ἐγκύκλιος καθορίζει λεπτομερῶς τὴν διαδικασίαν καὶ τὰ ἀπαιτούμενα ἔγγραφα. xyxy=(651,528,1209,1244)
column-4 xyxy=(1219,12,1568,1316)
headline-funerals: ΚΗΔΕΙΑΙ xyxy=(505,1235,561,1252)
article-fines: ΑΘΗΝΑΙ, 28.— Ἐπεβλήθησαν χρηματικαὶ ποιναὶ εἰς ἀντιπροσώπους ἑταιρειῶν καλλυντικῶν. ΑΘΗΝΑΙ, 28.— Ἐπεβλήθησαν χρηματικαὶ ποιναὶ εἰς ἀντιπροσώπους ἑταιρειῶν καλλυντικῶν. xyxy=(425,854,641,897)
article-etva: ΑΘΗΝΑΙ, 28.— Διωρίσθη νέος πρόεδρος τῆς ΕΤΒΑ. ΑΘΗΝΑΙ, 28.— Διωρίσθη νέος πρόεδρος τῆς ΕΤΒΑ. xyxy=(425,1118,641,1162)
article-white-house: ΟΥΑΣΙΓΚΤΩΝ, 28. (Ἡνωμ. Τύπος).— Ὁ πρόεδρος Τζόνσον συνεκάλεσεν εὐρυτάτην σύσκεψιν εἰς τὸν Λευκὸν Οἶκον διὰ νὰ ἐξετάσῃ τὰ ἀποτελέσματα τῆς συνδιασκέψεως τοῦ Γκλάσμπορου. Εἰς τὴν σύσκεψιν μετέσχον ὁ ὑπουργὸς Ἐξωτερικῶν κ. Ράσκ, ὁ ὑπουργὸς Ἀμύνης κ. Μακναμάρα καὶ οἱ ἀνώτεροι σύμβουλοι τοῦ Προέδρου. Κατὰ τὰς ὁμιλίας τῶν κ.κ. Ράσκ καὶ Γκρομύκο παρετηρήθη μικρὰ ταυτότης ἀπόψεων ἐπὶ τοῦ Μεσανατολικοῦ καὶ τοῦ ζητήματος τῆς μὴ διασπορᾶς τῶν πυρηνικῶν ὅπλων. ΟΥΑΣΙΓΚΤΩΝ, 28. (Ἡνωμ. Τύπος).— Ὁ πρόεδρος Τζόνσον συνεκάλεσεν εὐρυτάτην σύσκεψιν εἰς τὸν Λευκὸν Οἶκον διὰ νὰ ἐξετάσῃ τὰ ἀποτελέσματα τῆς συνδιασκέψεως τοῦ Γκλάσμπορου. Εἰς τὴν σύσκεψιν μετέσχον ὁ ὑπουργὸς Ἐξωτερικῶν κ. Ράσκ, ὁ ὑπουργὸς Ἀμύνης κ. Μακναμάρα καὶ οἱ ἀνώτεροι σύμβουλοι τοῦ Προέδρου. Κατὰ τὰς ὁμιλίας τῶν κ.κ. Ράσκ καὶ Γκρομύκο παρετηρήθη μικρὰ ταυτότης ἀπόψεων ἐπὶ τοῦ Μεσανατολικοῦ καὶ τοῦ ζητήματος τῆς μὴ διασπορᾶς τῶν πυρηνικῶν ὅπλων. ΟΥΑΣΙΓΚΤΩΝ, 28. (Ἡνωμ. Τύπος).— Ὁ πρόεδρος Τζόνσον συνεκάλεσεν εὐρυτάτην σύσκεψιν εἰς τὸν Λευκὸν Οἶκον διὰ νὰ ἐξετάσῃ τὰ ἀποτελέσματα τῆς συνδιασκέψεως τοῦ Γκλάσμπορου. Εἰς τὴν σύσκεψιν μετέσχον ὁ ὑπουργὸς Ἐξωτερικῶν κ. Ράσκ, ὁ ὑπουργὸς Ἀμύνης κ. Μακναμάρα καὶ οἱ ἀνώτεροι σύμβουλοι τοῦ Προέδρου. Κατὰ τὰς ὁμιλίας τῶν κ.κ. Ράσκ καὶ Γκρομύκο παρετηρήθη μικρὰ ταυτότης ἀπόψεων ἐπὶ τοῦ Μεσανατολικοῦ καὶ τοῦ ζητήματος τῆς μὴ διασπορᾶς τῶν πυρηνικῶν ὅπλων. ΤΑΥΤΟΤΗΣ ΑΠΟΨΕΩΝ ΟΥΑΣΙΓΚΤΩΝ, 28. (Ἡνωμ. Τύπος).— Ὁ πρόεδρος Τζόνσον συνεκάλεσεν εὐρυτάτην σύσκεψιν εἰς τὸν Λευκὸν Οἶκον διὰ νὰ ἐξετάσῃ τὰ ἀποτελέσματα τῆς συνδιασκέψεως τοῦ Γκλάσμπορου. Εἰς τὴν σύσκεψιν μετέσχον ὁ ὑπουργὸς Ἐξωτερικῶν κ. Ράσκ, ὁ ὑπουργὸς Ἀμύνης κ. Μακναμάρα καὶ οἱ ἀνώτεροι σύμβουλοι τοῦ Προέδρου. Κατὰ τὰς ὁμιλίας τῶν κ.κ. Ράσκ καὶ Γκρομύκο παρετηρήθη μικρὰ ταυτότης ἀπόψεων ἐπὶ τοῦ Μεσανατολικοῦ καὶ τοῦ ζητήματος τῆς μὴ διασπορᾶς τῶν πυρηνικῶν ὅπλων. ΕΙΣ ΤΑ ΗΝΩΜΕΝΑ ΕΘΝΗ ΟΥΑΣΙΓΚΤΩΝ, 28. (Ἡνωμ. Τύπος).— Ὁ πρόεδρος Τζόνσον συνεκάλεσεν εὐρυτάτην σύσκεψιν εἰς τὸν Λευκὸν Οἶκον διὰ νὰ ἐξετάσῃ τὰ ἀποτελέσματα τῆς συνδιασκέψεως τοῦ Γκλάσμπορου. Εἰς τὴν σύσκεψιν μετέσχον ὁ ὑπουργὸς Ἐξωτερικῶν κ. Ράσκ, ὁ ὑπουργὸς Ἀμύνης κ. Μακναμάρα καὶ οἱ ἀνώτεροι σύμβουλοι τοῦ Προέδρου. Κατὰ τὰς ὁμιλίας τῶν κ.κ. Ράσκ καὶ Γκρομύκο παρετηρήθη μικρὰ ταυτότης ἀπόψεων ἐπὶ τοῦ Μεσανατολικοῦ καὶ τοῦ ζητήματος τῆς μὴ διασπορᾶς τῶν πυρηνικῶν ὅπλων. ΟΥΑΣΙΓΚΤΩΝ, 28. (Ἡνωμ. Τύπος).— Ὁ πρόεδρος Τζόνσον συνεκάλεσεν εὐρυτάτην σύσκεψιν εἰς τὸν Λευκὸν Οἶκον διὰ νὰ ἐξετάσῃ τὰ ἀποτελέσματα τῆς συνδιασκέψεως τοῦ Γκλάσμπορου. Εἰς τὴν σύσκεψιν μετέσχον ὁ ὑπουργὸς Ἐξωτερικῶν κ. Ράσκ, ὁ ὑπουργὸς Ἀμύνης κ. Μακναμάρα καὶ οἱ ἀνώτεροι σύμβουλοι τοῦ Προέδρου. Κατὰ τὰς ὁμιλίας τῶν κ.κ. Ράσκ καὶ Γκρομύκο παρετηρήθη μικρὰ ταυτότης ἀπόψεων ἐπὶ τοῦ Μεσανατολικοῦ καὶ τοῦ ζητήματος τῆς μὴ διασπορᾶς τῶν πυρηνικῶν ὅπλων. xyxy=(651,140,1209,421)
headline-ministers: ΟΙ ΥΠΟΥΡΓΟΙ ΤΩΝ ΕΣΩΤΕΡΙΚΩΝ ΚΑΙ ΕΡΓΑΣΙΑΣ ΘΑ ΕΠΙΣΚΕΦΘΟΥΝ ΤΗΝ ΚΥΡΙΑΚΗΝ ΔΙΑΦΟΡΟΥΣ ΠΟΛΕΙΣ ΤΗΣ ΒΟΡΕΙΟΥ ΕΛΛΑΔΟΣ xyxy=(1224,600,1563,649)
article-ministers: ΚΑΒΑΛΑ, 28.— Ὁ ὑπουργὸς τῶν Ἐσωτερικῶν καὶ ὁ ὑπουργὸς τῆς Ἐργασίας θὰ ἐπισκεφθοῦν τὴν Κυριακὴν τὴν Καβάλαν, τὴν Δράμαν καὶ τὰς Σέρρας, ὅπου θὰ ἐγκαινιάσουν ἔργα. ΚΑΒΑΛΑ, 28.— Ὁ ὑπουργὸς τῶν Ἐσωτερικῶν καὶ ὁ ὑπουργὸς τῆς Ἐργασίας θὰ ἐπισκεφθοῦν τὴν Κυριακὴν τὴν Καβάλαν, τὴν Δράμαν καὶ τὰς Σέρρας, ὅπου θὰ ἐγκαινιάσουν ἔργα. ΕΙΣ ΤΗΝ ΔΡΑΜΑΝ ΚΑΒΑΛΑ, 28.— Ὁ ὑπουργὸς τῶν Ἐσωτερικῶν καὶ ὁ ὑπουργὸς τῆς Ἐργασίας θὰ ἐπισκεφθοῦν τὴν Κυριακὴν τὴν Καβάλαν, τὴν Δράμαν καὶ τὰς Σέρρας, ὅπου θὰ ἐγκαινιάσουν ἔργα. xyxy=(1219,652,1568,740)
article-hierarchs: ΑΘΗΝΑΙ, 28.— Ἐνώπιον τοῦ Βασιλέως ἐγένετο ἡ τελετὴ διαβεβαιώσεως τῶν νέων ἱεραρχῶν. ΑΘΗΝΑΙ, 28.— Ἐνώπιον τοῦ Βασιλέως ἐγένετο ἡ τελετὴ διαβεβαιώσεως τῶν νέων ἱεραρχῶν. xyxy=(425,596,641,639)
continued-arrows-icon xyxy=(668,531,722,555)
article-baptism: ΣΥΝΕΧΕΙΑ ἐκ τῆς 1ης σελίδος λέως Κωνσταντίνου, πάππου τοῦ νεογεννήτου Βασιλόπαιδος. Ἐξ ἄλλου, τιμῆς ἕνεκεν τῆς τελετῆς θὰ εἶναι κλειστὰ ὅλα τὰ καταστήματα καὶ τὰ γραφεῖα. Εἰς τὴν Μητρόπολιν θὰ παραστοῦν ἡ Κυβέρνησις, οἱ ἀρχηγοὶ τῶν κομμάτων, τὸ Διπλωματικὸν Σῶμα καὶ αἱ ἀρχαί. λέως Κωνσταντίνου, πάππου τοῦ νεογεννήτου Βασιλόπαιδος. Ἐξ ἄλλου, τιμῆς ἕνεκεν τῆς τελετῆς θὰ εἶναι κλειστὰ ὅλα τὰ καταστήματα καὶ τὰ γραφεῖα. Εἰς τὴν Μητρόπολιν θὰ παραστοῦν ἡ Κυβέρνησις, οἱ ἀρχηγοὶ τῶν κομμάτων, τὸ Διπλωματικὸν Σῶμα καὶ αἱ ἀρχαί. Η ΒΑΣΙΛΙΚΗ ΠΟΜΠΗ λέως Κωνσταντίνου, πάππου τοῦ νεογεννήτου Βασιλόπαιδος. Ἐξ ἄλλου, τιμῆς ἕνεκεν τῆς τελετῆς θὰ εἶναι κλειστὰ ὅλα τὰ καταστήματα καὶ τὰ γραφεῖα. Εἰς τὴν Μητρόπολιν θὰ παραστοῦν ἡ Κυβέρνησις, οἱ ἀρχηγοὶ τῶν κομμάτων, τὸ Διπλωματικὸν Σῶμα καὶ αἱ ἀρχαί. λέως Κωνσταντίνου, πάππου τοῦ νεογεννήτου Βασιλόπαιδος. Ἐξ ἄλλου, τιμῆς ἕνεκεν τῆς τελετῆς θὰ εἶναι κλειστὰ ὅλα τὰ καταστήματα καὶ τὰ γραφεῖα. Εἰς τὴν Μητρόπολιν θὰ παραστοῦν ἡ Κυβέρνησις, οἱ ἀρχηγοὶ τῶν κομμάτων, τὸ Διπλωματικὸν Σῶμα καὶ αἱ ἀρχαί. λέως Κωνσταντίνου, πάππου τοῦ νεογεννήτου Βασιλόπαιδος. Ἐξ ἄλλου, τιμῆς ἕνεκεν τῆς τελετῆς θὰ εἶναι κλειστὰ ὅλα τὰ καταστήματα καὶ τὰ γραφεῖα. Εἰς τὴν Μητρόπολιν θὰ παραστοῦν ἡ Κυβέρνησις, οἱ ἀρχηγοὶ τῶν κομμάτων, τὸ Διπλωματικὸν Σῶμα καὶ αἱ ἀρχαί. λέως Κωνσταντίνου, πάππου τοῦ νεογεννήτου Βασιλόπαιδος. Ἐξ ἄλλου, τιμῆς ἕνεκεν τῆς τελετῆς θὰ εἶναι κλειστὰ ὅλα τὰ καταστήματα καὶ τὰ γραφεῖα. Εἰς τὴν Μητρόπολιν θὰ παραστοῦν ἡ Κυβέρνησις, οἱ ἀρχηγοὶ τῶν κομμάτων, τὸ Διπλωματικὸν Σῶμα καὶ αἱ ἀρχαί. ΕΙΣ ΘΕΣΣΑΛΟΝΙΚΗΝ λέως Κωνσταντίνου, πάππου τοῦ νεογεννήτου Βασιλόπαιδος. Ἐξ ἄλλου, τιμῆς ἕνεκεν τῆς τελετῆς θὰ εἶναι κλειστὰ ὅλα τὰ καταστήματα καὶ τὰ γραφεῖα. Εἰς τὴν Μητρόπολιν θὰ παραστοῦν ἡ Κυβέρνησις, οἱ ἀρχηγοὶ τῶν κομμάτων, τὸ Διπλωματικὸν Σῶμα καὶ αἱ ἀρχαί. λέως Κωνσταντίνου, πάππου τοῦ νεογεννήτου Βασιλόπαιδος. Ἐξ ἄλλου, τιμῆς ἕνεκεν τῆς τελετῆς θὰ εἶναι κλειστὰ ὅλα τὰ καταστήματα καὶ τὰ γραφεῖα. Εἰς τὴν Μητρόπολιν θὰ παραστοῦν ἡ Κυβέρνησις, οἱ ἀρχηγοὶ τῶν κομμάτων, τὸ Διπλωματικὸν Σῶμα καὶ αἱ ἀρχαί. λέως Κωνσταντίνου, πάππου τοῦ νεογεννήτου Βασιλόπαιδος. Ἐξ ἄλλου, τιμῆς ἕνεκεν τῆς τελετῆς θὰ εἶναι κλειστὰ ὅλα τὰ καταστήματα καὶ τὰ γραφεῖα. Εἰς τὴν Μητρόπολιν θὰ παραστοῦν ἡ Κυβέρνησις, οἱ ἀρχηγοὶ τῶν κομμάτων, τὸ Διπλωματικὸν Σῶμα καὶ αἱ ἀρχαί. λέως Κωνσταντίνου, πάππου τοῦ νεογεννήτου Βασιλόπαιδος. Ἐξ ἄλλου, τιμῆς ἕνεκεν τῆς τελετῆς θὰ εἶναι κλειστὰ ὅλα τὰ καταστήματα καὶ τὰ γραφεῖα. Εἰς τὴν Μητρόπολιν θὰ παραστοῦν ἡ Κυβέρνησις, οἱ ἀρχηγοὶ τῶν κομμάτων, τὸ Διπλωματικὸν Σῶμα καὶ αἱ ἀρχαί. xyxy=(20,995,415,1394)
newspaper-page xyxy=(20,12,1568,2295)
headline-exams: Η ΕΓΚΥΚΛΙΟΣ ΠΕΡΙ ΕΙΣΙΤΗΡΙΩΝ ΕΞΕΤΑΣΕΩΝ ΕΙΣ ΤΑΣ ΑΝΩΤΕΡΑΣ ΚΑΙ ΑΝΩΤΑΤΑΣ ΣΧΟΛΑΣ xyxy=(698,434,1162,525)
article-heatwave: ΒΙΕΝΝΗ, 28. (Ἡνωμ. Τύπος).— Ἑπτὰ ἄτομα ἀπεβίωσαν ἐκ τοῦ καύσωνος εἰς διαφόρους περιοχὰς τῆς Αὐστρίας. xyxy=(425,682,641,714)
article-fire: Τὴν 8.30 μ.μ. χθὲς ἐξερράγη πυρκαϊὰ εἰς τὸ ἐργοστάσιον ἐπίπλων τοῦ Πειραιῶς. Ἡ πυρκαϊὰ ἐτέθη ὑπὸ ἔλεγχον ὑπὸ τῶν Πυροσβεστικῶν Ὑπηρεσιῶν μετὰ πολύωρον ἀγῶνα. Αἱ ζημίαι ὑπολογίζονται εἰς 1.000.000 δραχμάς. ΕΙΣ ΠΕΙΡΑΙΑ Τὴν 8.30 μ.μ. χθὲς ἐξερράγη πυρκαϊὰ εἰς τὸ ἐργοστάσιον ἐπίπλων τοῦ Πειραιῶς. Ἡ πυρκαϊὰ ἐτέθη ὑπὸ ἔλεγχον ὑπὸ τῶν Πυροσβεστικῶν Ὑπηρεσιῶν μετὰ πολύωρον ἀγῶνα. Αἱ ζημίαι ὑπολογίζονται εἰς 1.000.000 δραχμάς. xyxy=(20,867,415,942)
headline-hierarchs: ΕΓΕΝΕΤΟ Η ΤΕΛΕΤΗ ΤΗΣ ΔΙΑΒΕΒΑΙΩΣΕΩΣ ΤΩΝ ΝΕΩΝ ΙΕΡΑΡΧΩΝ xyxy=(453,551,613,593)
headline-prison15: ΦΥΛΑΚΙΣΙΣ 15 ΜΗΝΩΝ ΔΙΑ ΣΤΡΑΤΟΛΟΓΙΚΑ xyxy=(461,1170,605,1198)
article-waves: ΜΠΡΙΣΜΠΕΪΝ, Αὐστραλία, 28.— Γιγαντιαῖα κύματα ἔπληξαν τὰς ἀκτὰς τῆς Αὐστραλίας, προκαλέσαντα σοβαρὰς ζημίας εἰς τὰς παραλιακὰς περιοχάς. ΜΠΡΙΣΜΠΕΪΝ, Αὐστραλία, 28.— Γιγαντιαῖα κύματα ἔπληξαν τὰς ἀκτὰς τῆς Αὐστραλίας, προκαλέσαντα σοβαρὰς ζημίας εἰς τὰς παραλιακὰς περιοχάς. ΜΠΡΙΣΜΠΕΪΝ, Αὐστραλία, 28.— Γιγαντιαῖα κύματα ἔπληξαν τὰς ἀκτὰς τῆς Αὐστραλίας, προκαλέσαντα σοβαρὰς ζημίας εἰς τὰς παραλιακὰς περιοχάς. xyxy=(425,248,641,375)
column-3 xyxy=(651,12,1209,1445)
article-uar: ΑΛΕΞΑΝΔΡΕΙΑ, 28. (Ρόυτερ).— Ἡ κυβέρνησις τῆς Αἰγύπτου ἔλαβε μέτρα πρὸς ἔκας τοὺς λιμένας ὥστε νὰ μὴ γίνεται φόρτωσις ἢ ἐκφόρτωσις ἀμερικανικῶν, γερμανικῶν καὶ ἀγγλικῶν πλοίων. ΑΛΕΞΑΝΔΡΕΙΑ, 28. (Ρόυτερ).— Ἡ κυβέρνησις τῆς Αἰγύπτου ἔλαβε μέτρα πρὸς ἔκας τοὺς λιμένας ὥστε νὰ μὴ γίνεται φόρτωσις ἢ ἐκφόρτωσις ἀμερικανικῶν, γερμανικῶν καὶ ἀγγλικῶν πλοίων. ΑΛΕΞΑΝΔΡΕΙΑ, 28. (Ρόυτερ).— Ἡ κυβέρνησις τῆς Αἰγύπτου ἔλαβε μέτρα πρὸς ἔκας τοὺς λιμένας ὥστε νὰ μὴ γίνεται φόρτωσις ἢ ἐκφόρτωσις ἀμερικανικῶν, γερμανικῶν καὶ ἀγγλικῶν πλοίων. xyxy=(425,79,641,205)
subhead-gas: ΕΠΕΣΗΜΑΝΘΗΣΑΝ ΚΑΙ ΣΤΡΩΜΑΤΑ ΞΥΛΙΤΟΥ xyxy=(79,373,355,389)
column-divider xyxy=(646,12,647,2295)
headline-pattakos: Ο Κ. ΠΑΤΤΑΚΟΣ ΑΠΕΔΕΙΞΕΝ ΕΙΣ ΞΕΝΟΥΣ ΔΗΜΟΣΙΟΓΡΑΦΟΥΣ ΟΤΙ ΟΙ ΥΠΟΥΡΓΟΙ ΚΥΚΛΟΦΟΡΟΥΝ ΧΩΡΙΣ ΦΡΟΥΡΟΥΣ xyxy=(1223,752,1564,799)
article-prison8: Εἰς φυλάκισιν ὀκτὼ μηνῶν κατεδικάσθη ὁ τραυματίσας τὴν πενθεράν του. Εἰς φυλάκισιν ὀκτὼ μηνῶν κατεδικάσθη ὁ τραυματίσας τὴν πενθεράν του. xyxy=(425,937,641,980)
article-kalinskis: ΑΘΗΝΑΙ, 28.— Ὁ κ. Καλίνσκης ἀνέλαβε καθήκοντα εἰς τὴν ΔΕΗ. xyxy=(425,1069,641,1090)
headline-kosygin: Οἱ Κοσύγκιν καὶ Γκρομύκο ἀπέρριψαν προτάσεις μεσολαβήσεως εἰς Βιετνάμ xyxy=(49,12,386,106)
article-red-cross: ΑΘΗΝΑΙ, 28.— Ἐπετράπη εἰς τὸν ἐκπρόσωπον τοῦ Διεθνοῦς Ἐρυθροῦ Σταυροῦ νὰ ἐπισκεφθῇ τοὺς κρατουμένους, μεταξὺ τῶν ὁποίων τοὺς κ.κ. Παπανδρέου καὶ τοὺς εἰς Γυάρον κρατουμένους. Ἡ ἐπίσκεψις θὰ πραγματοποιηθῇ ἐντὸς τῶν προσεχῶν ἡμερῶν. ΑΘΗΝΑΙ, 28.— Ἐπετράπη εἰς τὸν ἐκπρόσωπον τοῦ Διεθνοῦς Ἐρυθροῦ Σταυροῦ νὰ ἐπισκεφθῇ τοὺς κρατουμένους, μεταξὺ τῶν ὁποίων τοὺς κ.κ. Παπανδρέου καὶ τοὺς εἰς Γυάρον κρατουμένους. Ἡ ἐπίσκεψις θὰ πραγματοποιηθῇ ἐντὸς τῶν προσεχῶν ἡμερῶν. ΑΘΗΝΑΙ, 28.— Ἐπετράπη εἰς τὸν ἐκπρόσωπον τοῦ Διεθνοῦς Ἐρυθροῦ Σταυροῦ νὰ ἐπισκεφθῇ τοὺς κρατουμένους, μεταξὺ τῶν ὁποίων τοὺς κ.κ. Παπανδρέου καὶ τοὺς εἰς Γυάρον κρατουμένους. Ἡ ἐπίσκεψις θὰ πραγματοποιηθῇ ἐντὸς τῶν προσεχῶν ἡμερῶν. ΑΘΗΝΑΙ, 28.— Ἐπετράπη εἰς τὸν ἐκπρόσωπον τοῦ Διεθνοῦς Ἐρυθροῦ Σταυροῦ νὰ ἐπισκεφθῇ τοὺς κρατουμένους, μεταξὺ τῶν ὁποίων τοὺς κ.κ. Παπανδρέου καὶ τοὺς εἰς Γυάρον κρατουμένους. Ἡ ἐπίσκεψις θὰ πραγματοποιηθῇ ἐντὸς τῶν προσεχῶν ἡμερῶν. ΑΘΗΝΑΙ, 28.— Ἐπετράπη εἰς τὸν ἐκπρόσωπον τοῦ Διεθνοῦς Ἐρυθροῦ Σταυροῦ νὰ ἐπισκεφθῇ τοὺς κρατουμένους, μεταξὺ τῶν ὁποίων τοὺς κ.κ. Παπανδρέου καὶ τοὺς εἰς Γυάρον κρατουμένους. Ἡ ἐπίσκεψις θὰ πραγματοποιηθῇ ἐντὸς τῶν προσεχῶν ἡμερῶν. ΑΘΗΝΑΙ, 28.— Ἐπετράπη εἰς τὸν ἐκπρόσωπον τοῦ Διεθνοῦς Ἐρυθροῦ Σταυροῦ νὰ ἐπισκεφθῇ τοὺς κρατουμένους, μεταξὺ τῶν ὁποίων τοὺς κ.κ. Παπανδρέου καὶ τοὺς εἰς Γυάρον κρατουμένους. Ἡ ἐπίσκεψις θὰ πραγματοποιηθῇ ἐντὸς τῶν προσεχῶν ἡμερῶν. xyxy=(651,1297,1209,1441)
subhead-kosygin: ΚΑΤΑ ΤΑΣ ΣΥΝΟΜΙΛΙΑΣ ΤΩΝ ΜΕ ΤΟΥΣ ΤΖΟΝΣΟΝ ΚΑΙ ΡΑΣΚ xyxy=(28,109,407,144)
headline-donation: ΠΡΟΦΟΡΑ 3.000 ΔΡΑΧΜ. ΠΡΟΣ ΤΟΝ Κ. ΚΟΛΛΙΑΝ ΔΙΑ ΤΟΥΣ ΣΕΙΣΜΟΠΑΘΕΙΣ xyxy=(425,463,641,507)
article-funerals: Τὸν προσφιλῆ μας σύζυγον, ἀδελφὸν καὶ θεῖον ΔΗΜΗΤΡΙΟΝ ΜΙΖΙΡΑΝΗ ἐτῶν 73 κηδεύομεν σήμερον. Τὸν προσφιλῆ μας σύζυγον, ἀδελφὸν καὶ θεῖον ΔΗΜΗΤΡΙΟΝ ΜΙΖΙΡΑΝΗ ἐτῶν 73 κηδεύομεν σήμερον. Τὸν προσφιλῆ μας σύζυγον, ἀδελφὸν καὶ θεῖον ΔΗΜΗΤΡΙΟΝ ΜΙΖΙΡΑΝΗ ἐτῶν 73 κηδεύομεν σήμερον. Τὸν προσφιλῆ μας σύζυγον, ἀδελφὸν καὶ θεῖον ΔΗΜΗΤΡΙΟΝ ΜΙΖΙΡΑΝΗ ἐτῶν 73 κηδεύομεν σήμερον. Τὸν προσφιλῆ μας σύζυγον, ἀδελφὸν καὶ θεῖον ΔΗΜΗΤΡΙΟΝ ΜΙΖΙΡΑΝΗ ἐτῶν 73 κηδεύομεν σήμερον. xyxy=(425,1256,641,1417)
headline-nicosia: ΙΔΡΥΘΗ ΕΙΣ ΤΗΝ ΛΕΥΚΩΣΙΑΝ ΟΡΓΑΝΩΣΙΣ ΑΣΧΕΤΟΣ ΠΡΟΣ ΤΗΝ ΠΟΛΙΤΙΚΗΝ ΜΕ ΑΠΟΚΛΕΙΣΤΙΚΟΝ ΣΚΟΠΟΝ ΤΗΝ ΕΝΩΣΙΝ xyxy=(1221,243,1566,292)
article-student: ΚΑΤΕΡΙΝΗ, 28.— Τραγικὸν θάνατον εὗρε χθὲς ὁ φοιτητὴς τοῦ Πολυτεχνείου, ὅταν τὸ ὑπ' αὐτοῦ ὁδηγούμενον αὐτοκίνητον ἀνετράπη εἰς τὴν ἐθνικὴν ὁδὸν πλησίον τοῦ Πλαταμῶνος. Τὸ αὐτοκίνητον ἐκινεῖτο μὲ ὑπερβολικὴν ταχύτητα καὶ ὁ ὁδηγὸς ἀπώλεσε τὸν ἔλεγχον εἰς μίαν στροφήν. ΚΑΤΕΡΙΝΗ, 28.— Τραγικὸν θάνατον εὗρε χθὲς ὁ φοιτητὴς τοῦ Πολυτεχνείου, ὅταν τὸ ὑπ' αὐτοῦ ὁδηγούμενον αὐτοκίνητον ἀνετράπη εἰς τὴν ἐθνικὴν ὁδὸν πλησίον τοῦ Πλαταμῶνος. Τὸ αὐτοκίνητον ἐκινεῖτο μὲ ὑπερβολικὴν ταχύτητα καὶ ὁ ὁδηγὸς ἀπώλεσε τὸν ἔλεγχον εἰς μίαν στροφήν. ΚΑΤΕΡΙΝΗ, 28.— Τραγικὸν θάνατον εὗρε χθὲς ὁ φοιτητὴς τοῦ Πολυτεχνείου, ὅταν τὸ ὑπ' αὐτοῦ ὁδηγούμενον αὐτοκίνητον ἀνετράπη εἰς τὴν ἐθνικὴν ὁδὸν πλησίον τοῦ Πλαταμῶνος. Τὸ αὐτοκίνητον ἐκινεῖτο μὲ ὑπερβολικὴν ταχύτητα καὶ ὁ ὁδηγὸς ἀπώλεσε τὸν ἔλεγχον εἰς μίαν στροφήν. ΠΕΝΤΕ ΤΡΑΥΜΑΤΙΑΙ Ἐξ ἄλλου, τὸ ὑπ' ἀριθμὸν λεωφορεῖον προσέκρουσεν εἰς φορτηγὸν αὐτοκίνητον εἰς τὴν περιοχὴν τῆς Λαρίσης, μὲ ἀποτέλεσμα νὰ τραυματισθοῦν πέντε ἐπιβάται. Οἱ τραυματίαι μετεφέρθησαν εἰς τὸ νοσοκομεῖον. ΕΙΣ ΚΑΒΑΛΑΝ Ἐξ ἄλλου, τὸ ὑπ' ἀριθμὸν λεωφορεῖον προσέκρουσεν εἰς φορτηγὸν αὐτοκίνητον εἰς τὴν περιοχὴν τῆς Λαρίσης, μὲ ἀποτέλεσμα νὰ τραυματισθοῦν πέντε ἐπιβάται. Οἱ τραυματίαι μετεφέρθησαν εἰς τὸ νοσοκομεῖον. xyxy=(20,638,415,815)
article-king: ΑΘΗΝΑΙ, 28.— Ὁ Βασιλεὺς ἐδέχθη εἰς ἀκρόασιν τὸν πρωθυπουργὸν κ. Κόλλιαν καὶ τὸν κ. Γκούραν. xyxy=(425,432,641,454)
headline-student: ΤΡΑΓΙΚΟΣ ΘΑΝΑΤΟΣ ΦΟΙΤΗΤΟΥ ΕΙΣ ΤΟΝ ΠΛΑΤΑΜΩΝΑ ΚΑΤΑ ΤΗΝ ΑΝΑΤΡΟΠΗΝ ΤΟΥ ΑΥΤΟΚΙΝΗΤΟΥ ΤΟΥ ΣΥΝΕΠΕΙΑ ΤΗΣ ΑΝΑΠΤΥΧΘΕΙΣΗΣ ΥΠΕΡΒΟΛΙΚΗΣ ΤΑΧΥΤΗΤΟΣ xyxy=(34,570,401,635)
column-1 xyxy=(20,12,415,1397)
headline-gouras: Ο Κ. ΓΚΟΥΡΑΣ ΕΔΕΧΘΗ ΤΟΝ ΑΓΓΛΟΝ ΠΡΕΣΒΕΥΤΗΝ xyxy=(430,990,636,1018)
headline-maurer: ΣΥΝΟΜΙΛΙΑ ΜΑΟΥΡΕΡ — ΠΡΟΕΔΡΟΥ ΝΤΕ ΓΚΩΛ xyxy=(1225,1007,1562,1025)
article-mausoleum: ΜΟΣΧΑ, 28. (Ἡνωμ. Τύπος).— Ἐκρηκτικὸν μηχάνημα ἐξερράγη πρὸ τοῦ μαυσωλείου τοῦ Λένιν εἰς τὴν Κόκκινην Πλατεῖαν. Ὁ δράστης, ἄγνωστος ταυτότητος, ἐφονεύθη ἐπὶ τόπου. Αἱ ἀρχαὶ διεξάγουν ἀνακρίσεις πρὸς ἐξακρίβωσιν τῶν αἰτίων. ΜΟΣΧΑ, 28. (Ἡνωμ. Τύπος).— Ἐκρηκτικὸν μηχάνημα ἐξερράγη πρὸ τοῦ μαυσωλείου τοῦ Λένιν εἰς τὴν Κόκκινην Πλατεῖαν. Ὁ δράστης, ἄγνωστος ταυτότητος, ἐφονεύθη ἐπὶ τόπου. Αἱ ἀρχαὶ διεξάγουν ἀνακρίσεις πρὸς ἐξακρίβωσιν τῶν αἰτίων. ΜΟΣΧΑ, 28. (Ἡνωμ. Τύπος).— Ἐκρηκτικὸν μηχάνημα ἐξερράγη πρὸ τοῦ μαυσωλείου τοῦ Λένιν εἰς τὴν Κόκκινην Πλατεῖαν. Ὁ δράστης, ἄγνωστος ταυτότητος, ἐφονεύθη ἐπὶ τόπου. Αἱ ἀρχαὶ διεξάγουν ἀνακρίσεις πρὸς ἐξακρίβωσιν τῶν αἰτίων. xyxy=(1219,116,1568,230)
article-diaspora: ΑΘΗΝΑΙ, 28.— Οἱ ὁμογενεῖς καλοῦνται νὰ στέλνουν πᾶν ἔντυπον ἀσχολούμενον μὲ ἑλληνικὸν θέμα. ΑΘΗΝΑΙ, 28.— Οἱ ὁμογενεῖς καλοῦνται νὰ στέλνουν πᾶν ἔντυπον ἀσχολούμενον μὲ ἑλληνικὸν θέμα. ΑΘΗΝΑΙ, 28.— Οἱ ὁμογενεῖς καλοῦνται νὰ στέλνουν πᾶν ἔντυπον ἀσχολούμενον μὲ ἑλληνικὸν θέμα. ΑΘΗΝΑΙ, 28.— Οἱ ὁμογενεῖς καλοῦνται νὰ στέλνουν πᾶν ἔντυπον ἀσχολούμενον μὲ ἑλληνικὸν θέμα. xyxy=(1219,928,1568,992)
headline-king: Ο ΒΑΣΙΛΕΥΣ ΕΔΕΧΘΗ ΤΟΝ ΠΡΩΘΥΠΟΥΡΓΟΝ ΚΑΙ ΤΟΝ Κ. ΓΚΟΥΡΑΝ xyxy=(445,384,621,429)
subhead-white-house: Παρετηρήθη μικρὰ ταυτότης ἀπόψεων κατὰ τὰς ὁμιλίας Ράσκ καὶ Γκρομύκο xyxy=(669,94,1191,137)
continued-arrows-icon xyxy=(1231,1059,1284,1083)
headline-kalinskis: Ο Κ. ΑΛ. ΚΑΛΙΝΣΚΗΣ ΕΙΣ ΤΗΝ ΔΕΗ xyxy=(439,1051,627,1066)
headline-etva: ΔΙΟΙΚΗΣΙΣ ΤΗΣ ΕΤΒΑ ΝΕΟΣ ΠΡΟΕΔΡΟΣ xyxy=(425,1100,641,1115)
column-divider xyxy=(1214,12,1215,2295)
